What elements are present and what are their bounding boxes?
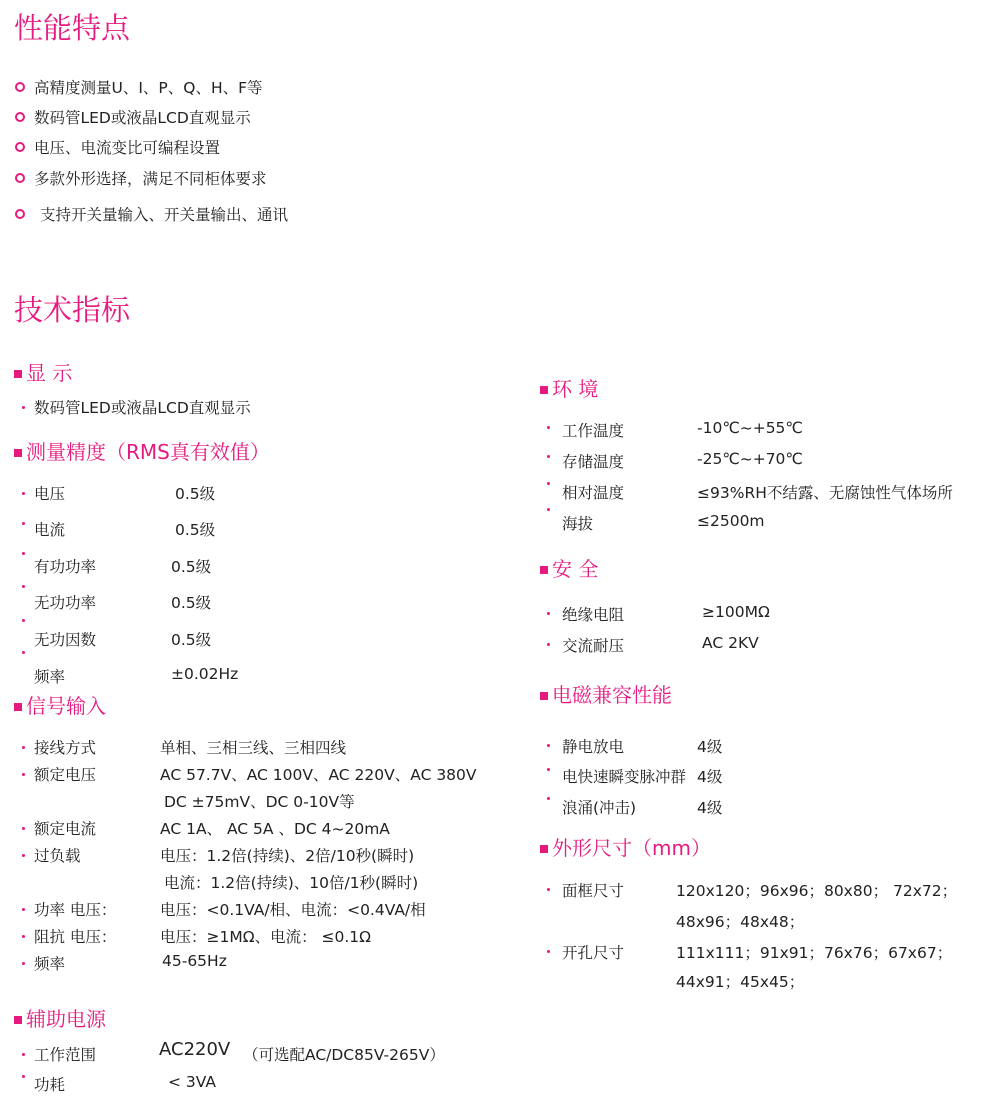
signal-label: 过负载 <box>34 847 81 865</box>
feature-item: 高精度测量U、I、P、Q、H、F等 <box>34 79 263 97</box>
dot-bullet-icon <box>22 522 25 525</box>
accuracy-label: 电流 <box>34 521 66 539</box>
display-title: 显 示 <box>26 361 73 385</box>
dot-bullet-icon <box>547 612 550 615</box>
signal-value: 电压：<0.1VA/相、电流：<0.4VA/相 <box>160 901 426 919</box>
environment-value: ≤2500m <box>697 512 765 530</box>
power-value: AC220V <box>159 1039 231 1060</box>
power-value: < 3VA <box>168 1073 216 1091</box>
square-bullet-icon <box>14 1016 22 1024</box>
emc-value: 4级 <box>697 738 723 756</box>
signal-heading <box>14 690 106 719</box>
dot-bullet-icon <box>547 950 550 953</box>
dot-bullet-icon <box>547 482 550 485</box>
signal-value: 电压：1.2倍(持续)、2倍/10秒(瞬时) <box>160 847 415 865</box>
square-bullet-icon <box>540 845 548 853</box>
dot-bullet-icon <box>547 888 550 891</box>
signal-label: 频率 <box>34 955 66 973</box>
safety-heading <box>540 553 598 582</box>
dot-bullet-icon <box>547 643 550 646</box>
dot-bullet-icon <box>22 585 25 588</box>
dot-bullet-icon <box>22 406 25 409</box>
dimensions-label: 面框尺寸 <box>562 882 625 900</box>
emc-heading <box>540 679 672 708</box>
dot-bullet-icon <box>22 962 25 965</box>
environment-title: 环 境 <box>552 377 599 401</box>
dimensions-value-continued: 48x96；48x48； <box>676 913 805 931</box>
accuracy-value: 0.5级 <box>175 521 216 539</box>
signal-label: 额定电压 <box>34 766 97 784</box>
signal-label: 功率 电压： <box>34 901 117 919</box>
signal-value-continued: 电流：1.2倍(持续)、10倍/1秒(瞬时) <box>164 874 419 892</box>
power-label: 功耗 <box>34 1076 66 1094</box>
safety-value: AC 2KV <box>702 634 759 652</box>
signal-title: 信号输入 <box>26 694 106 718</box>
signal-value: 电压：≥1MΩ、电流： ≤0.1Ω <box>160 928 371 946</box>
signal-value: 45-65Hz <box>162 952 227 970</box>
emc-value: 4级 <box>697 768 723 786</box>
feature-item: 数码管LED或液晶LCD直观显示 <box>34 109 251 127</box>
accuracy-value: 0.5级 <box>171 594 212 612</box>
safety-title: 安 全 <box>552 557 599 581</box>
emc-value: 4级 <box>697 799 723 817</box>
emc-label: 电快速瞬变脉冲群 <box>562 768 687 786</box>
signal-value: AC 1A、 AC 5A 、DC 4~20mA <box>160 820 390 838</box>
accuracy-label: 无功功率 <box>34 594 97 612</box>
display-heading <box>14 357 72 386</box>
dimensions-label: 开孔尺寸 <box>562 944 625 962</box>
signal-label: 接线方式 <box>34 739 97 757</box>
environment-value: -25℃~+70℃ <box>697 450 803 468</box>
ring-bullet-icon <box>15 173 25 183</box>
emc-title: 电磁兼容性能 <box>552 683 672 707</box>
dot-bullet-icon <box>547 768 550 771</box>
accuracy-label: 无功因数 <box>34 631 97 649</box>
safety-label: 绝缘电阻 <box>562 606 625 624</box>
dot-bullet-icon <box>547 744 550 747</box>
signal-label: 额定电流 <box>34 820 97 838</box>
dot-bullet-icon <box>22 908 25 911</box>
dot-bullet-icon <box>547 455 550 458</box>
ring-bullet-icon <box>15 82 25 92</box>
dimensions-value: 111x111；91x91；76x76；67x67； <box>676 944 953 962</box>
dot-bullet-icon <box>22 552 25 555</box>
power-heading <box>14 1003 106 1032</box>
dot-bullet-icon <box>22 935 25 938</box>
square-bullet-icon <box>540 692 548 700</box>
ring-bullet-icon <box>15 209 25 219</box>
dimensions-title: 外形尺寸（mm） <box>552 836 711 860</box>
dot-bullet-icon <box>547 426 550 429</box>
dot-bullet-icon <box>22 492 25 495</box>
ring-bullet-icon <box>15 112 25 122</box>
dot-bullet-icon <box>547 797 550 800</box>
dot-bullet-icon <box>22 854 25 857</box>
environment-value: ≤93%RH不结露、无腐蚀性气体场所 <box>697 484 953 502</box>
signal-value: 单相、三相三线、三相四线 <box>160 739 347 757</box>
environment-label: 相对温度 <box>562 484 625 502</box>
dot-bullet-icon <box>547 508 550 511</box>
display-item: 数码管LED或液晶LCD直观显示 <box>34 399 251 417</box>
dimensions-heading <box>540 832 711 861</box>
signal-value-continued: DC ±75mV、DC 0-10V等 <box>164 793 355 811</box>
square-bullet-icon <box>14 370 22 378</box>
safety-value: ≥100MΩ <box>702 603 770 621</box>
accuracy-value: 0.5级 <box>171 558 212 576</box>
feature-item: 电压、电流变比可编程设置 <box>34 139 221 157</box>
accuracy-heading <box>14 436 270 465</box>
square-bullet-icon <box>14 449 22 457</box>
accuracy-value: 0.5级 <box>171 631 212 649</box>
dot-bullet-icon <box>22 1075 25 1078</box>
dot-bullet-icon <box>22 651 25 654</box>
safety-label: 交流耐压 <box>562 637 625 655</box>
square-bullet-icon <box>540 566 548 574</box>
accuracy-label: 有功功率 <box>34 558 97 576</box>
accuracy-label: 电压 <box>34 485 66 503</box>
square-bullet-icon <box>540 386 548 394</box>
accuracy-value: ±0.02Hz <box>171 665 239 683</box>
ring-bullet-icon <box>15 142 25 152</box>
feature-item: 支持开关量输入、开关量输出、通讯 <box>40 206 289 224</box>
environment-label: 工作温度 <box>562 422 625 440</box>
signal-label: 阻抗 电压： <box>34 928 117 946</box>
dimensions-value-continued: 44x91；45x45； <box>676 973 805 991</box>
dot-bullet-icon <box>22 1053 25 1056</box>
signal-value: AC 57.7V、AC 100V、AC 220V、AC 380V <box>160 766 477 784</box>
emc-label: 浪涌(冲击) <box>562 799 637 817</box>
accuracy-label: 频率 <box>34 668 66 686</box>
dot-bullet-icon <box>22 746 25 749</box>
feature-item: 多款外形选择，满足不同柜体要求 <box>34 170 267 188</box>
dot-bullet-icon <box>22 619 25 622</box>
environment-label: 海拔 <box>562 515 594 533</box>
dot-bullet-icon <box>22 827 25 830</box>
accuracy-value: 0.5级 <box>175 485 216 503</box>
power-title: 辅助电源 <box>26 1007 106 1031</box>
environment-label: 存储温度 <box>562 453 625 471</box>
accuracy-title: 测量精度（RMS真有效值） <box>26 440 270 464</box>
emc-label: 静电放电 <box>562 738 625 756</box>
features-title: 性能特点 <box>14 11 131 45</box>
square-bullet-icon <box>14 703 22 711</box>
dot-bullet-icon <box>22 773 25 776</box>
dimensions-value: 120x120；96x96；80x80； 72x72； <box>676 882 958 900</box>
environment-value: -10℃~+55℃ <box>697 419 803 437</box>
specs-title: 技术指标 <box>14 293 131 327</box>
power-label: 工作范围 <box>34 1046 97 1064</box>
environment-heading <box>540 373 598 402</box>
power-note: （可选配AC/DC85V-265V） <box>243 1046 445 1064</box>
